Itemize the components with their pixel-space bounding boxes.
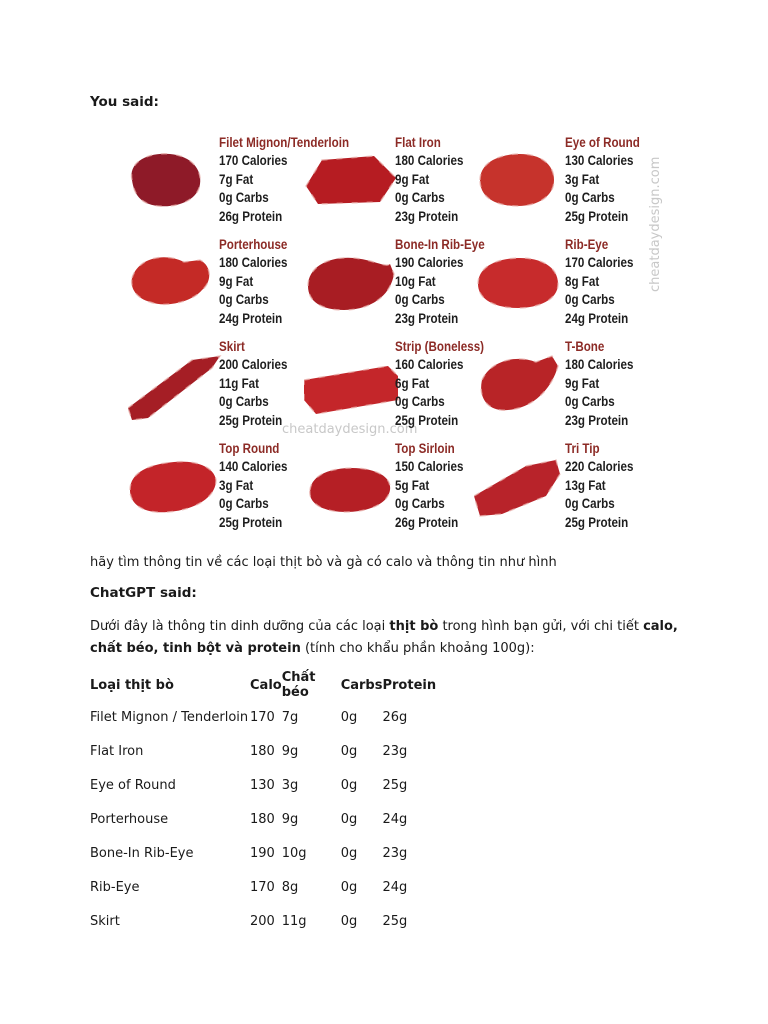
cut-fat: 3g Fat bbox=[565, 171, 600, 187]
cut-name: Eye of Round bbox=[565, 135, 640, 150]
cut-protein: 25g Protein bbox=[219, 514, 283, 530]
header-calories: Calo bbox=[250, 677, 282, 693]
cell-cut: Porterhouse bbox=[90, 811, 169, 827]
user-label: You said: bbox=[90, 94, 159, 110]
cut-protein: 26g Protein bbox=[219, 208, 283, 224]
cell-fat: 9g bbox=[281, 811, 299, 827]
cut-fat: 9g Fat bbox=[565, 375, 600, 391]
cut-calories: 170 Calories bbox=[219, 153, 288, 169]
meat-image bbox=[474, 456, 570, 526]
cut-fat: 5g Fat bbox=[395, 477, 430, 493]
cut-carbs: 0g Carbs bbox=[395, 190, 445, 206]
cut-carbs: 0g Carbs bbox=[395, 496, 445, 512]
cut-calories: 140 Calories bbox=[219, 459, 288, 475]
cut-name: Top Round bbox=[219, 441, 280, 456]
cell-protein: 25g bbox=[382, 913, 408, 929]
cell-cut: Filet Mignon / Tenderloin bbox=[90, 709, 249, 725]
cut-protein: 26g Protein bbox=[395, 514, 459, 530]
cut-card bbox=[438, 128, 640, 232]
watermark-side: cheatdaydesign.com bbox=[648, 156, 663, 292]
cell-cut: Eye of Round bbox=[90, 777, 176, 793]
beef-cuts-infographic bbox=[92, 122, 664, 542]
cut-calories: 180 Calories bbox=[219, 255, 288, 271]
nutrition-table bbox=[90, 670, 436, 938]
cut-card bbox=[438, 434, 634, 538]
user-message: hãy tìm thông tin về các loại thịt bò và gà có calo và thông tin như hình bbox=[90, 555, 557, 570]
cut-carbs: 0g Carbs bbox=[565, 394, 615, 410]
cell-carbs: 0g bbox=[340, 811, 358, 827]
cut-carbs: 0g Carbs bbox=[565, 292, 615, 308]
cut-card bbox=[268, 128, 464, 232]
cut-carbs: 0g Carbs bbox=[395, 292, 445, 308]
intro-bold-1: thịt bò bbox=[389, 619, 439, 634]
meat-image bbox=[128, 252, 224, 322]
header-fat: Chất béo bbox=[281, 670, 316, 700]
meat-image bbox=[304, 354, 400, 424]
cell-protein: 24g bbox=[382, 811, 408, 827]
meat-image bbox=[128, 150, 224, 220]
cut-name: Strip (Boneless) bbox=[395, 339, 485, 354]
cell-protein: 24g bbox=[382, 879, 408, 895]
cut-carbs: 0g Carbs bbox=[219, 292, 269, 308]
assistant-intro bbox=[90, 616, 680, 660]
cell-carbs: 0g bbox=[340, 913, 358, 929]
table-header-row bbox=[90, 670, 436, 700]
table-row bbox=[90, 768, 436, 802]
cell-calories: 170 bbox=[250, 709, 275, 725]
intro-text-2: trong hình bạn gửi, với chi tiết bbox=[438, 619, 644, 634]
cell-fat: 9g bbox=[281, 743, 299, 759]
cut-fat: 9g Fat bbox=[395, 171, 430, 187]
cut-card bbox=[92, 332, 288, 436]
cut-carbs: 0g Carbs bbox=[565, 496, 615, 512]
cell-calories: 170 bbox=[250, 879, 275, 895]
cut-protein: 23g Protein bbox=[565, 412, 629, 428]
meat-image bbox=[304, 150, 400, 220]
table-row bbox=[90, 870, 436, 904]
cut-name: T-Bone bbox=[565, 339, 605, 354]
table-row bbox=[90, 836, 436, 870]
header-carbs: Carbs bbox=[340, 677, 383, 693]
cut-protein: 25g Protein bbox=[565, 208, 629, 224]
meat-image bbox=[304, 252, 400, 322]
cut-carbs: 0g Carbs bbox=[219, 496, 269, 512]
cell-fat: 7g bbox=[281, 709, 299, 725]
cell-calories: 180 bbox=[250, 743, 275, 759]
cut-protein: 25g Protein bbox=[219, 412, 283, 428]
cut-protein: 25g Protein bbox=[395, 412, 459, 428]
header-cut: Loại thịt bò bbox=[90, 677, 174, 693]
cell-carbs: 0g bbox=[340, 777, 358, 793]
meat-image bbox=[474, 150, 570, 220]
header-protein: Protein bbox=[382, 677, 437, 693]
cut-carbs: 0g Carbs bbox=[219, 394, 269, 410]
cut-fat: 9g Fat bbox=[219, 273, 254, 289]
cut-calories: 220 Calories bbox=[565, 459, 634, 475]
intro-text-1: Dưới đây là thông tin dinh dưỡng của các loại bbox=[90, 619, 390, 634]
cut-protein: 24g Protein bbox=[565, 310, 629, 326]
cell-carbs: 0g bbox=[340, 879, 358, 895]
cell-calories: 200 bbox=[250, 913, 275, 929]
cut-fat: 3g Fat bbox=[219, 477, 254, 493]
cut-protein: 23g Protein bbox=[395, 208, 459, 224]
cut-calories: 170 Calories bbox=[565, 255, 634, 271]
cell-fat: 11g bbox=[281, 913, 307, 929]
cut-name: Bone-In Rib-Eye bbox=[395, 237, 485, 252]
cell-calories: 190 bbox=[250, 845, 275, 861]
cut-fat: 6g Fat bbox=[395, 375, 430, 391]
cut-fat: 11g Fat bbox=[219, 375, 260, 391]
cell-calories: 180 bbox=[250, 811, 275, 827]
cell-protein: 23g bbox=[382, 845, 408, 861]
cell-calories: 130 bbox=[250, 777, 275, 793]
meat-image bbox=[128, 456, 224, 526]
cut-card bbox=[92, 128, 350, 232]
assistant-label: ChatGPT said: bbox=[90, 585, 197, 601]
cut-name: Top Sirloin bbox=[395, 441, 455, 456]
cut-card bbox=[268, 332, 485, 436]
meat-image bbox=[304, 456, 400, 526]
table-row bbox=[90, 802, 436, 836]
cell-protein: 26g bbox=[382, 709, 408, 725]
meat-image bbox=[474, 252, 570, 322]
cut-calories: 180 Calories bbox=[395, 153, 464, 169]
cut-card bbox=[438, 332, 634, 436]
meat-image bbox=[474, 354, 570, 424]
cut-carbs: 0g Carbs bbox=[565, 190, 615, 206]
cut-fat: 7g Fat bbox=[219, 171, 254, 187]
cut-card bbox=[268, 230, 485, 334]
cut-card bbox=[438, 230, 634, 334]
cut-fat: 13g Fat bbox=[565, 477, 606, 493]
cell-cut: Rib-Eye bbox=[90, 879, 140, 895]
cut-protein: 25g Protein bbox=[565, 514, 629, 530]
cut-calories: 180 Calories bbox=[565, 357, 634, 373]
cut-carbs: 0g Carbs bbox=[395, 394, 445, 410]
cell-fat: 8g bbox=[281, 879, 299, 895]
cut-stats bbox=[565, 236, 633, 328]
cut-protein: 24g Protein bbox=[219, 310, 283, 326]
cell-cut: Flat Iron bbox=[90, 743, 144, 759]
cut-name: Filet Mignon/Tenderloin bbox=[219, 135, 350, 150]
intro-bold-2: calo, chất béo, tinh bột và protein bbox=[90, 619, 678, 656]
watermark-middle: cheatdaydesign.com bbox=[282, 422, 418, 437]
cut-stats bbox=[565, 134, 640, 226]
cut-calories: 190 Calories bbox=[395, 255, 464, 271]
cell-carbs: 0g bbox=[340, 743, 358, 759]
cell-protein: 25g bbox=[382, 777, 408, 793]
cell-carbs: 0g bbox=[340, 845, 358, 861]
cut-name: Flat Iron bbox=[395, 135, 441, 150]
cell-cut: Bone-In Rib-Eye bbox=[90, 845, 194, 861]
cut-fat: 8g Fat bbox=[565, 273, 600, 289]
cell-fat: 10g bbox=[281, 845, 307, 861]
cut-card bbox=[92, 230, 288, 334]
cut-calories: 150 Calories bbox=[395, 459, 464, 475]
cut-card bbox=[92, 434, 288, 538]
cell-protein: 23g bbox=[382, 743, 408, 759]
cut-stats bbox=[565, 440, 633, 532]
cut-calories: 200 Calories bbox=[219, 357, 288, 373]
table-row bbox=[90, 734, 436, 768]
table-row bbox=[90, 904, 436, 938]
cut-carbs: 0g Carbs bbox=[219, 190, 269, 206]
intro-text-3: (tính cho khẩu phần khoảng 100g): bbox=[300, 641, 535, 656]
cell-fat: 3g bbox=[281, 777, 299, 793]
meat-image bbox=[128, 354, 224, 424]
cut-protein: 23g Protein bbox=[395, 310, 459, 326]
cut-calories: 160 Calories bbox=[395, 357, 464, 373]
cell-cut: Skirt bbox=[90, 913, 120, 929]
cut-name: Porterhouse bbox=[219, 237, 288, 252]
cut-name: Tri Tip bbox=[565, 441, 600, 456]
cut-name: Skirt bbox=[219, 339, 245, 354]
cut-stats bbox=[565, 338, 633, 430]
table-row bbox=[90, 700, 436, 734]
cut-card bbox=[268, 434, 464, 538]
cut-name: Rib-Eye bbox=[565, 237, 609, 252]
cut-calories: 130 Calories bbox=[565, 153, 634, 169]
cut-fat: 10g Fat bbox=[395, 273, 436, 289]
cell-carbs: 0g bbox=[340, 709, 358, 725]
